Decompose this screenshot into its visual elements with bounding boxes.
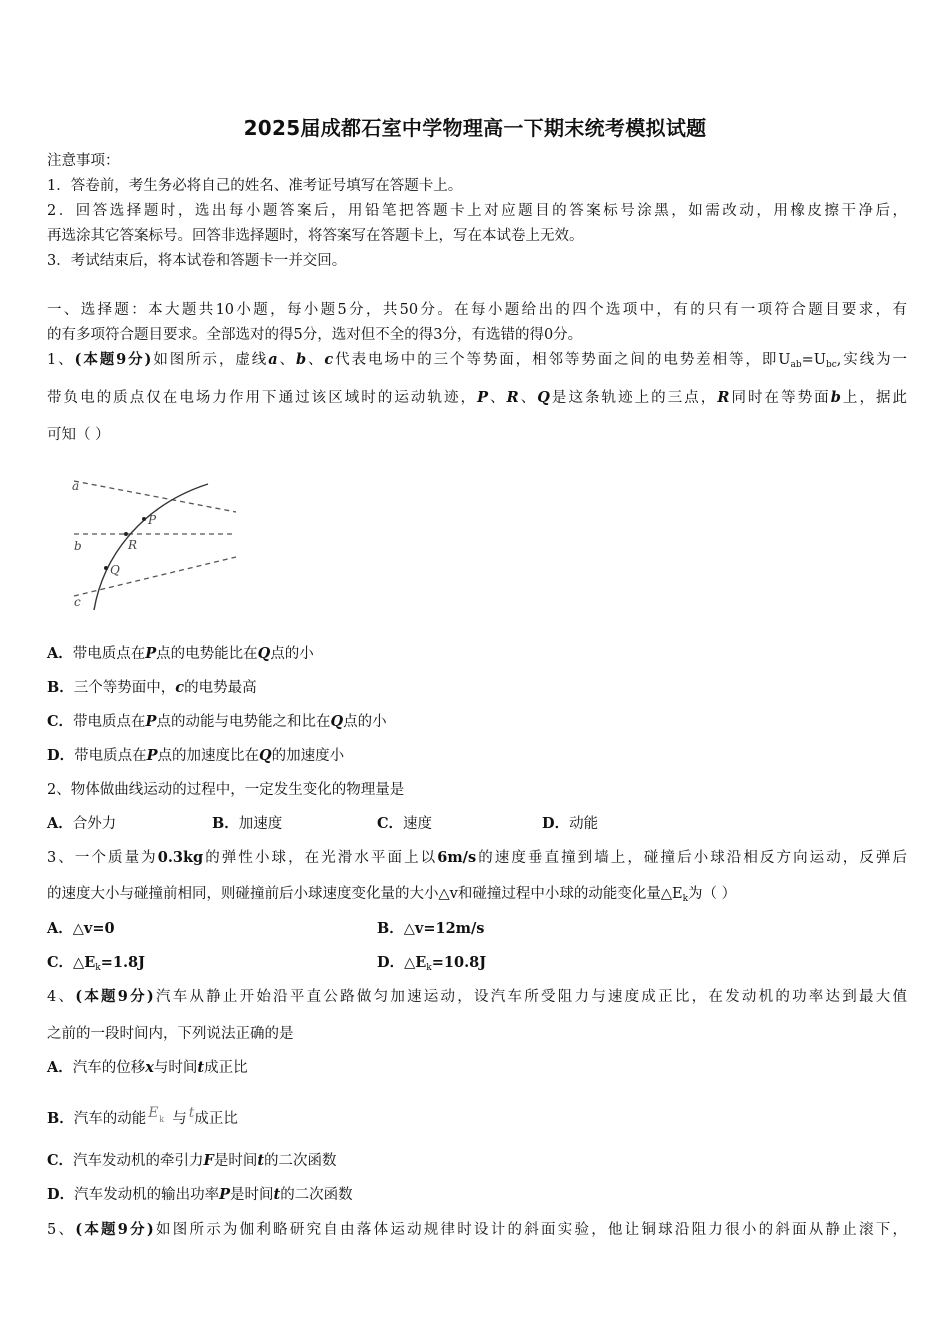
q1-line-3: 可知（ ） (47, 427, 110, 443)
t-symbol: t (188, 1105, 195, 1121)
q3-option-c: C．$\triangle E_k=1.8J$ (47, 954, 145, 973)
label-P: P (148, 513, 157, 527)
label-R: R (128, 538, 138, 552)
label-a: a (72, 479, 80, 493)
q1-option-d: D．带电质点在P点的加速度比在Q的加速度小 (47, 747, 345, 764)
q2-stem: 2、物体做曲线运动的过程中，一定发生变化的物理量是 (47, 782, 405, 798)
q3-option-d: D．$\triangle E_k=10.8J$ (377, 954, 487, 973)
q4-option-d: D．汽车发动机的输出功率P是时间t的二次函数 (47, 1186, 353, 1203)
section-intro-line-1: 一、选择题：本大题共10小题，每小题5分，共50分。在每小题给出的四个选项中，有的只有一项符合题目要求，有 (47, 302, 907, 318)
q2-option-d: D．动能 (542, 815, 599, 832)
document-title: 2025届成都石室中学物理高一下期末统考模拟试题 (243, 116, 707, 140)
q1-line-2: 带负电的质点仅在电场力作用下通过该区域时的运动轨迹，P、R、Q是这条轨迹上的三点，R同时在等势面b上，据此 (47, 389, 908, 406)
q3-option-b: B．△v=12m/s (377, 920, 485, 937)
q3-option-a: A．△v=0 (47, 920, 115, 937)
label-b: b (74, 539, 82, 553)
point-R-dot (124, 532, 128, 536)
q2-option-b: B．加速度 (212, 815, 283, 832)
q4-option-a: A．汽车的位移x与时间t成正比 (47, 1059, 248, 1076)
label-Q: Q (110, 563, 120, 577)
notice-item-1: 1．答卷前，考生务必将自己的姓名、准考证号填写在答题卡上。 (47, 178, 463, 194)
q4-line-1: 4、(本题9分)汽车从静止开始沿平直公路做匀加速运动，设汽车所受阻力与速度成正比，在发动机的功率达到最大值 (47, 988, 908, 1005)
q3-line-1: 3、一个质量为0.3kg的弹性小球，在光滑水平面上以6m/s的速度垂直撞到墙上，碰撞后小球沿相反方向运动，反弹后 (47, 849, 908, 866)
section-intro-line-2: 的有多项符合题目要求。全部选对的得5分，选对但不全的得3分，有选错的得0分。 (47, 327, 583, 343)
q5-line-1: 5、(本题9分)如图所示为伽利略研究自由落体运动规律时设计的斜面实验，他让铜球沿阻力很小的斜面从静止滚下， (47, 1221, 908, 1238)
equipotential-line-a (74, 481, 236, 512)
q2-option-c: C．速度 (377, 815, 433, 832)
q1-option-c: C．带电质点在P点的动能与电势能之和比在Q点的小 (47, 713, 387, 730)
ek-symbol: E k (148, 1105, 165, 1124)
q4-option-b: B．汽车的动能 E k 与 t成正比 (47, 1105, 238, 1127)
q3-line-2: 的速度大小与碰撞前相同，则碰撞前后小球速度变化量的大小△v和碰撞过程中小球的动能变化量$\triangle E_k$为（ ） (47, 886, 737, 904)
equipotential-diagram (66, 470, 240, 615)
notice-heading: 注意事项： (47, 153, 120, 169)
label-c: c (74, 595, 81, 609)
q4-line-2: 之前的一段时间内，下列说法正确的是 (47, 1026, 294, 1042)
notice-item-3: 3．考试结束后，将本试卷和答题卡一并交回。 (47, 253, 347, 269)
point-Q-dot (104, 566, 108, 570)
point-P-dot (142, 517, 146, 521)
q1-option-a: A．带电质点在P点的电势能比在Q点的小 (47, 645, 314, 662)
q1-line-1: 1、(本题9分)如图所示，虚线a、b、c代表电场中的三个等势面，相邻等势面之间的电势差相等，即$U_{ab}=U_{bc}$,实线为一 (47, 351, 908, 370)
q1-option-b: B．三个等势面中，c的电势最高 (47, 679, 257, 696)
q4-option-c: C．汽车发动机的牵引力F是时间t的二次函数 (47, 1152, 337, 1169)
q2-option-a: A．合外力 (47, 815, 117, 832)
notice-item-2: 2．回答选择题时，选出每小题答案后，用铅笔把答题卡上对应题目的答案标号涂黑，如需改动，用橡皮擦干净后， (47, 203, 907, 219)
notice-item-2-cont: 再选涂其它答案标号。回答非选择题时，将答案写在答题卡上，写在本试卷上无效。 (47, 228, 584, 244)
